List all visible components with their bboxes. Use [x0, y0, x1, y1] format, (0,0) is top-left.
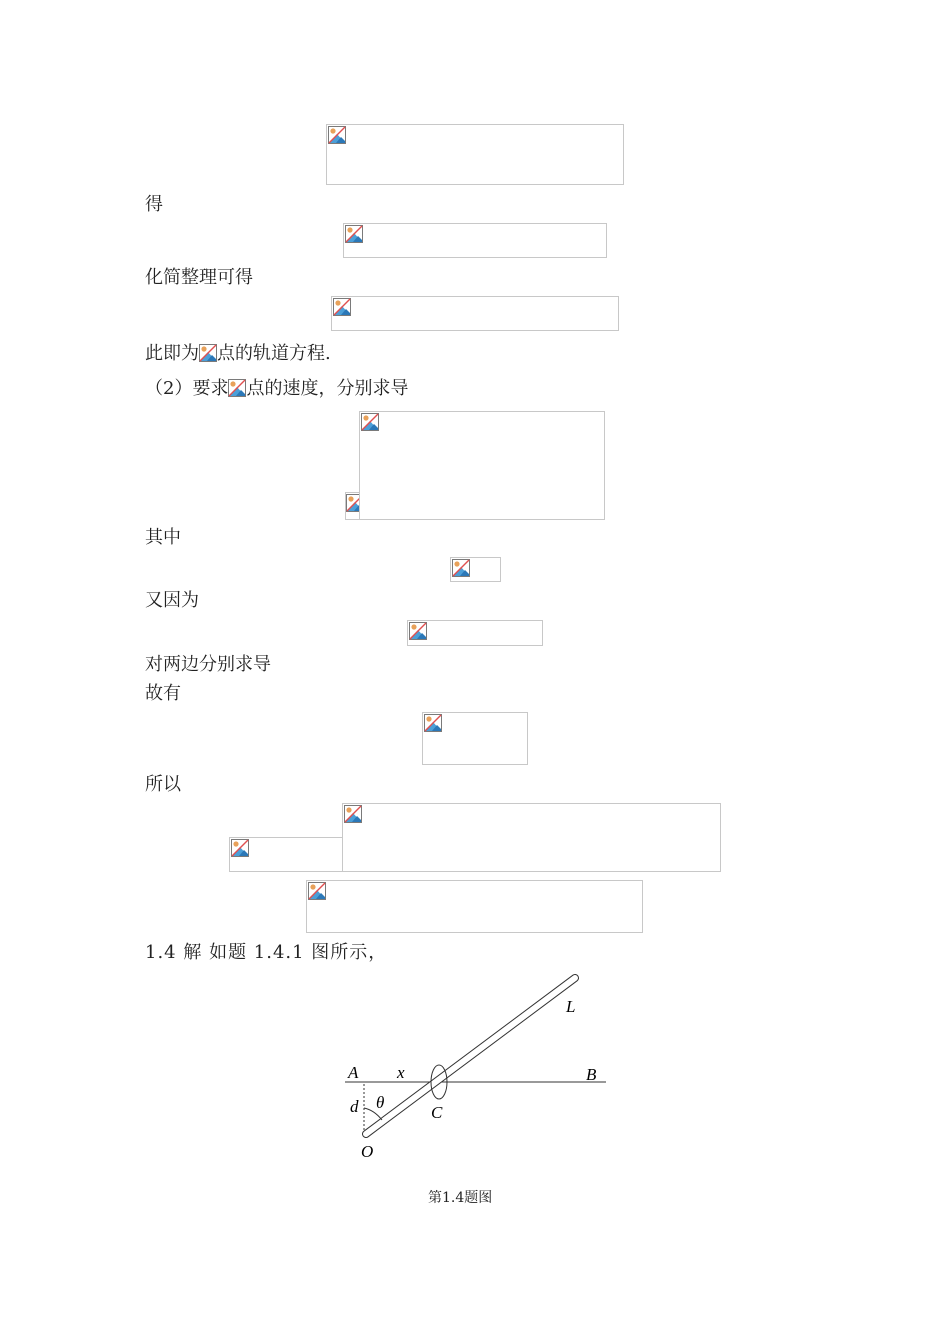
broken-image-icon	[344, 805, 362, 823]
label-C: C	[431, 1103, 443, 1122]
text-simplify: 化简整理可得	[145, 267, 253, 288]
equation-image	[326, 124, 624, 185]
equation-image	[229, 837, 345, 872]
text-de: 得	[145, 194, 163, 215]
label-L: L	[566, 997, 576, 1016]
broken-image-icon	[228, 379, 246, 397]
equation-image	[306, 880, 643, 933]
text-trajectory	[145, 343, 331, 365]
label-A: A	[348, 1063, 359, 1082]
broken-image-icon	[424, 714, 442, 732]
rod	[366, 978, 575, 1134]
label-O: O	[361, 1142, 374, 1161]
label-B: B	[586, 1065, 597, 1084]
equation-image	[331, 296, 619, 331]
text-part2	[145, 378, 408, 400]
text-suoyi: 所以	[145, 774, 181, 795]
figure-caption: 第1.4题图	[428, 1190, 493, 1206]
equation-image	[450, 557, 501, 582]
broken-image-icon	[452, 559, 470, 577]
equation-image	[359, 411, 605, 520]
equation-image	[407, 620, 543, 646]
label-d: d	[350, 1097, 359, 1116]
equation-image	[342, 803, 721, 872]
text-problem-1-4: 1.4 解 如题 1.4.1 图所示，	[145, 942, 388, 963]
text-trajectory-pre: 此即为	[145, 343, 199, 364]
text-guyou: 故有	[145, 683, 181, 704]
label-theta: θ	[376, 1093, 385, 1112]
physics-figure	[330, 968, 630, 1168]
text-part2-post: 点的速度，分别求导	[246, 378, 409, 399]
broken-image-icon	[231, 839, 249, 857]
broken-image-icon	[308, 882, 326, 900]
text-qizhong: 其中	[145, 527, 181, 548]
broken-image-icon	[345, 225, 363, 243]
broken-image-icon	[361, 413, 379, 431]
broken-image-icon	[328, 126, 346, 144]
broken-image-icon	[333, 298, 351, 316]
broken-image-icon	[409, 622, 427, 640]
equation-image	[422, 712, 528, 765]
text-part2-pre: （2）要求	[145, 378, 229, 399]
text-trajectory-post: 点的轨道方程.	[217, 343, 331, 364]
label-x: x	[397, 1063, 405, 1082]
text-duiliangbian: 对两边分别求导	[145, 654, 271, 675]
equation-image	[343, 223, 607, 258]
text-youyinwei: 又因为	[145, 590, 199, 611]
broken-image-icon	[199, 344, 217, 362]
